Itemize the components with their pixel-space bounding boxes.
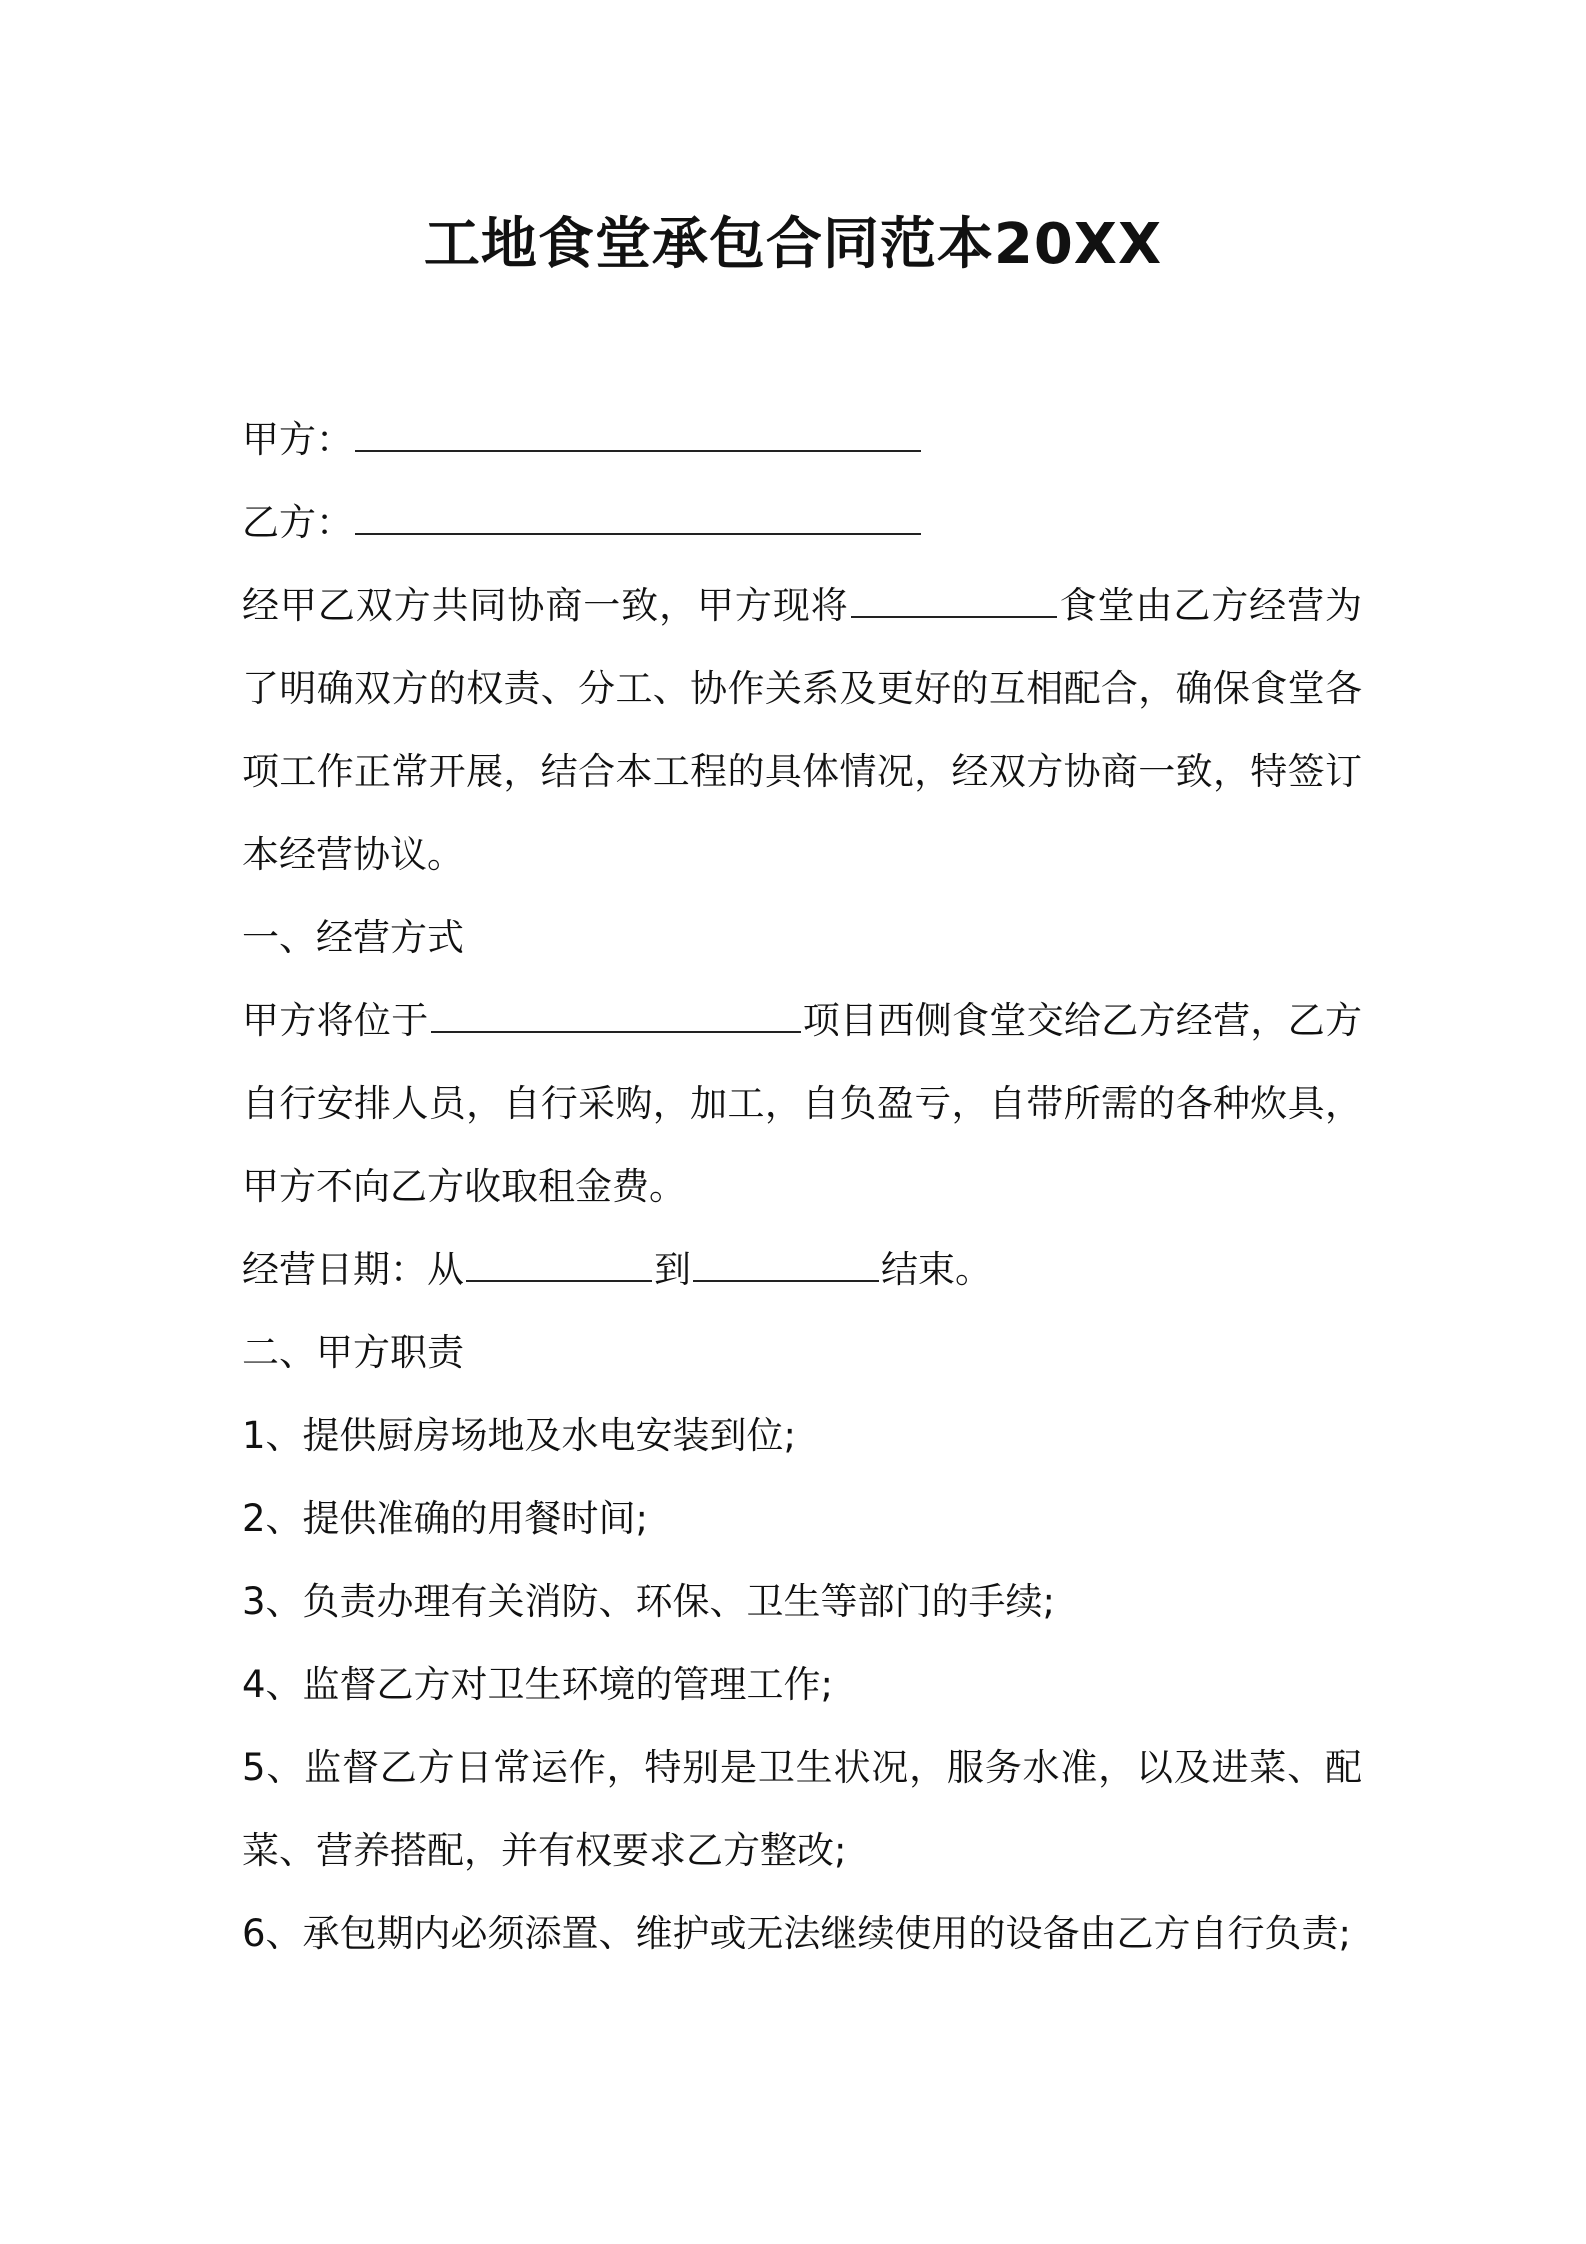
intro-text-start: 经甲乙双方共同协商一致，甲方现将: [242, 584, 849, 627]
party-a-label: 甲方：: [242, 418, 353, 461]
section1-text-end: 项目西侧食堂交给乙方经营，乙方自行安排人员，自行采购，加工，自负盈亏，自带所需的各种炊具，甲方不向乙方收取租金费。: [242, 999, 1362, 1208]
start-date-blank: [466, 1250, 652, 1282]
period-middle: 到: [654, 1248, 691, 1291]
duty-item: 2、提供准确的用餐时间;: [242, 1497, 649, 1540]
duty-item: 3、负责办理有关消防、环保、卫生等部门的手续;: [242, 1580, 1056, 1623]
period-suffix: 结束。: [881, 1248, 992, 1291]
section1-text-start: 甲方将位于: [242, 999, 429, 1042]
section1-paragraph: [242, 979, 1362, 1228]
section2-heading: 二、甲方职责: [242, 1331, 464, 1374]
document-body: [242, 398, 1362, 1975]
party-b-blank: [355, 503, 921, 535]
operation-period-line: [242, 1228, 1362, 1311]
party-a-blank: [355, 420, 921, 452]
duty-item: 6、承包期内必须添置、维护或无法继续使用的设备由乙方自行负责;: [242, 1912, 1352, 1955]
duty-item: 4、监督乙方对卫生环境的管理工作;: [242, 1663, 834, 1706]
document-title: 工地食堂承包合同范本20XX: [423, 212, 1163, 277]
party-a-line: [242, 398, 1362, 481]
location-blank: [431, 1001, 801, 1033]
party-b-line: [242, 481, 1362, 564]
canteen-name-blank: [851, 586, 1057, 618]
duty-item: 1、提供厨房场地及水电安装到位;: [242, 1414, 797, 1457]
end-date-blank: [693, 1250, 879, 1282]
party-b-label: 乙方：: [242, 501, 353, 544]
intro-text-end: 食堂由乙方经营为了明确双方的权责、分工、协作关系及更好的互相配合，确保食堂各项工作正常开展，结合本工程的具体情况，经双方协商一致，特签订本经营协议。: [242, 584, 1363, 876]
intro-paragraph: [242, 564, 1362, 896]
period-prefix: 经营日期：从: [242, 1248, 464, 1291]
section1-heading: 一、经营方式: [242, 916, 464, 959]
duty-item: 5、监督乙方日常运作，特别是卫生状况，服务水准，以及进菜、配菜、营养搭配，并有权要求乙方整改;: [242, 1746, 1362, 1872]
